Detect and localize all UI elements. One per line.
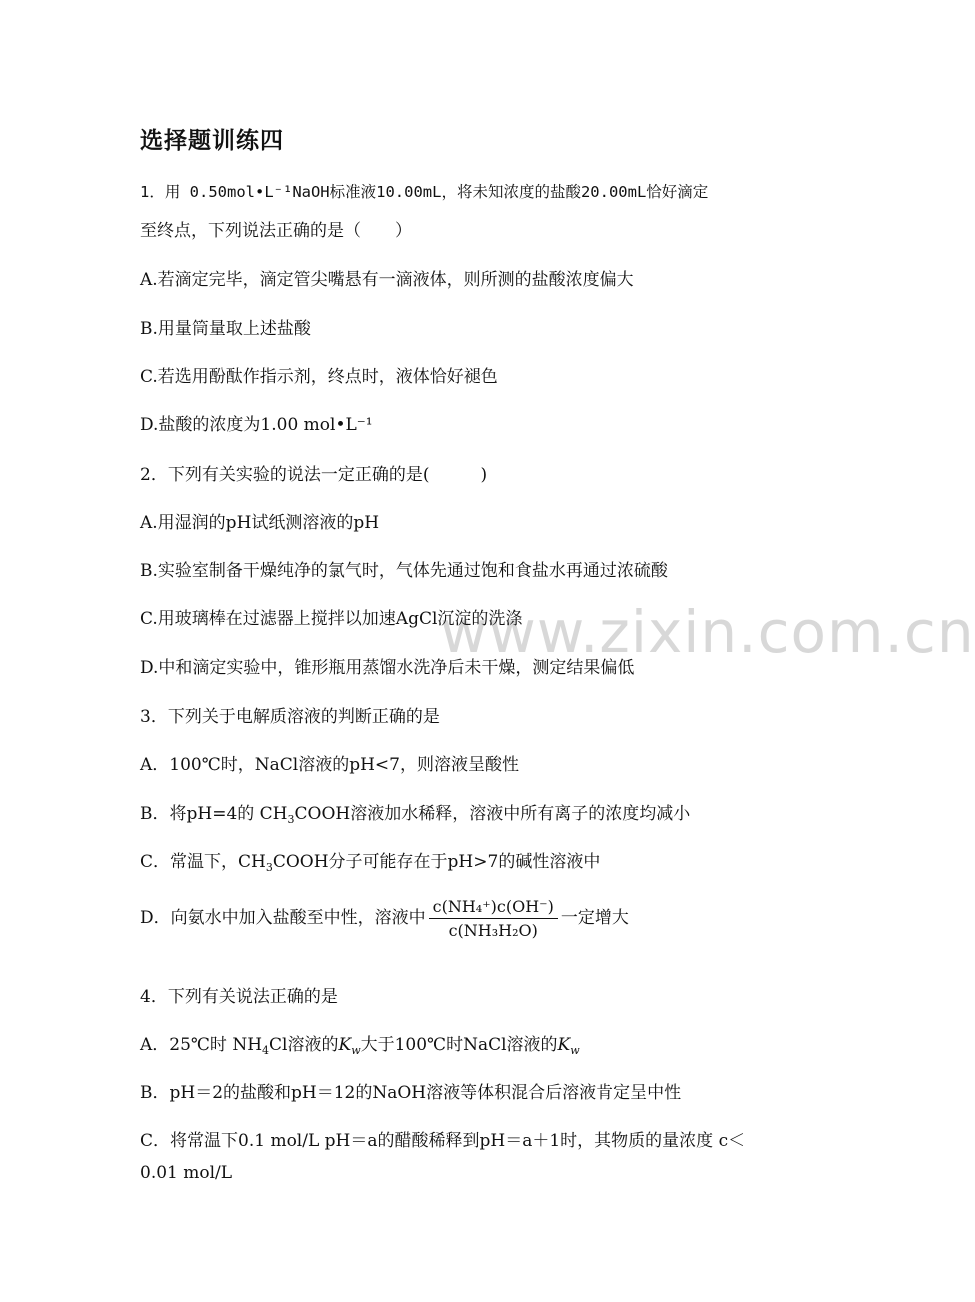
kw-subscript: w: [351, 1044, 361, 1057]
kw-symbol: K: [557, 1035, 571, 1055]
q3-option-a: A．100℃时，NaCl溶液的pH<7，则溶液呈酸性: [140, 755, 519, 775]
q3-option-d-post: 一定增大: [560, 908, 629, 928]
watermark: www.zixin.com.cn: [440, 598, 975, 666]
kw-symbol: K: [338, 1035, 352, 1055]
q4-option-a-sub: 4: [262, 1044, 270, 1057]
q3-option-b-pre: B．将pH=4的 CH: [140, 804, 288, 824]
q3-stem: 3．下列关于电解质溶液的判断正确的是: [140, 707, 440, 727]
q1-option-b: B.用量筒量取上述盐酸: [140, 319, 311, 339]
fraction-numerator: c(NH₄⁺)c(OH⁻): [429, 897, 558, 919]
q2-option-b: B.实验室制备干燥纯净的氯气时，气体先通过饱和食盐水再通过浓硫酸: [140, 561, 668, 581]
q4-option-b: B．pH＝2的盐酸和pH＝12的NaOH溶液等体积混合后溶液肯定呈中性: [140, 1083, 682, 1103]
q2-stem: 2．下列有关实验的说法一定正确的是( ): [140, 465, 488, 485]
q3-option-b: [140, 799, 690, 826]
q3-option-b-sub: 3: [287, 813, 295, 826]
q1-option-c: C.若选用酚酞作指示剂，终点时，液体恰好褪色: [140, 367, 498, 387]
q3-option-d: [140, 897, 629, 940]
q3-option-c-pre: C．常温下，CH: [140, 852, 266, 872]
page-title: 选择题训练四: [140, 128, 284, 154]
q2-option-d: D.中和滴定实验中，锥形瓶用蒸馏水洗净后未干燥，测定结果偏低: [140, 658, 635, 678]
kw-subscript: w: [570, 1044, 580, 1057]
q3-option-c: [140, 847, 600, 874]
q1-stem-line1: 1．用 0.50mol•L⁻¹NaOH标准液10.00mL，将未知浓度的盐酸20.00mL恰好滴定: [140, 183, 709, 201]
q2-option-c: C.用玻璃棒在过滤器上搅拌以加速AgCl沉淀的洗涤: [140, 609, 523, 629]
q1-option-d: D.盐酸的浓度为1.00 mol•L⁻¹: [140, 415, 373, 435]
q3-option-d-pre: D．向氨水中加入盐酸至中性，溶液中: [140, 908, 426, 928]
q4-option-a-pre: A．25℃时 NH: [140, 1035, 263, 1055]
q4-option-a: [140, 1030, 580, 1057]
q2-option-a: A.用湿润的pH试纸测溶液的pH: [140, 513, 380, 533]
q4-option-a-mid: Cl溶液的: [269, 1035, 339, 1055]
q4-stem: 4．下列有关说法正确的是: [140, 987, 338, 1007]
q4-option-c-line1: C．将常温下0.1 mol/L pH＝a的醋酸稀释到pH＝a＋1时，其物质的量浓度 c＜: [140, 1131, 746, 1151]
q3-option-c-sub: 3: [265, 861, 273, 874]
q1-stem-line2: 至终点，下列说法正确的是（ ）: [140, 221, 412, 241]
q3-option-b-post: COOH溶液加水稀释，溶液中所有离子的浓度均减小: [294, 804, 691, 824]
q3-option-c-post: COOH分子可能存在于pH>7的碱性溶液中: [272, 852, 601, 872]
q4-option-c-line2: 0.01 mol/L: [140, 1163, 233, 1183]
q3-option-d-fraction: [429, 897, 558, 940]
q1-option-a: A.若滴定完毕，滴定管尖嘴悬有一滴液体，则所测的盐酸浓度偏大: [140, 270, 634, 290]
fraction-denominator: c(NH₃H₂O): [448, 921, 538, 940]
q4-option-a-mid2: 大于100℃时NaCl溶液的: [360, 1035, 558, 1055]
